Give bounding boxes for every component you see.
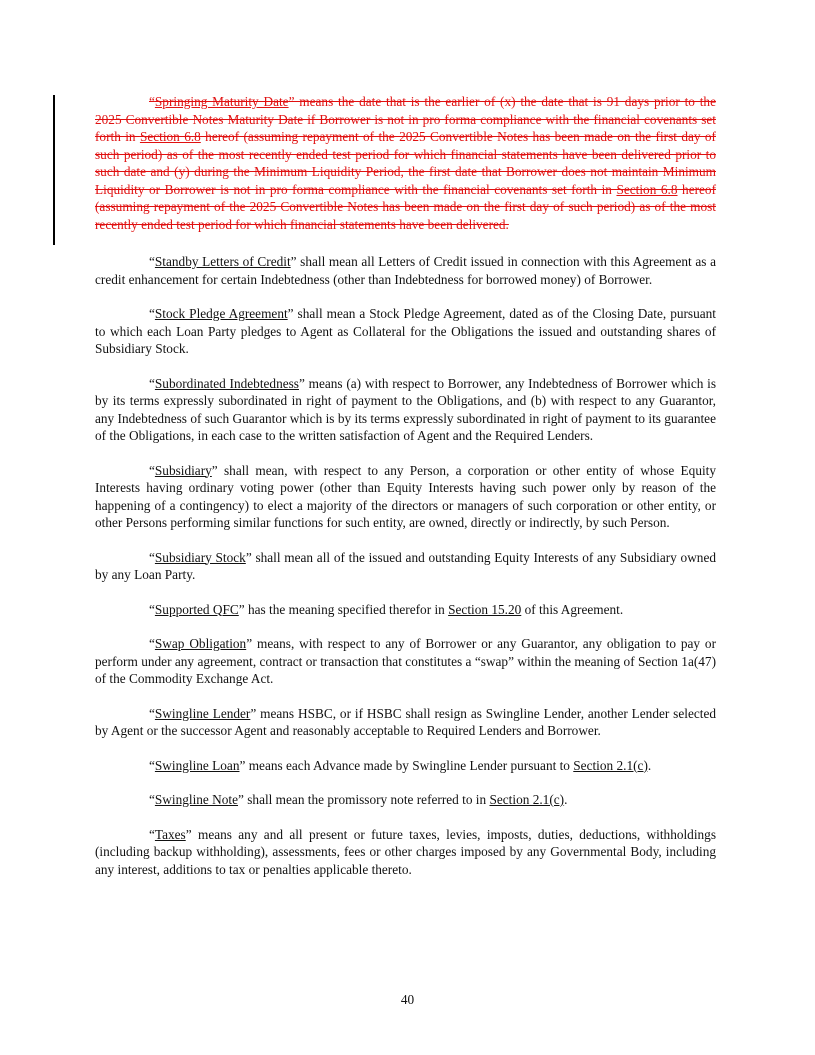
definition-text: means (a) with respect to Borrower, any Indebtedness of Borrower which is by its terms expressly subordinated in right of payment to the Obligations, and (b) with respect to any Guarantor, any Indebtedness of such Guarantor which is by its terms expressly subordinated in right of payment to its guarantee of the Obligations, in each case to the written satisfaction of Agent and the Required Lenders. bbox=[95, 375, 716, 443]
term-close-quote: ” bbox=[238, 601, 245, 617]
definition-paragraph bbox=[95, 757, 716, 775]
definition-text: shall mean all of the issued and outstanding Equity Interests of any Subsidiary owned by any Loan Party. bbox=[95, 549, 716, 582]
definition-text: means HSBC, or if HSBC shall resign as Swingline Lender, another Lender selected by Agent or the successor Agent and reasonably acceptable to Required Lenders and Borrower. bbox=[95, 705, 716, 738]
section-reference: Section 2.1(c) bbox=[573, 757, 648, 773]
defined-term: Stock Pledge Agreement bbox=[154, 306, 288, 321]
definition-paragraph bbox=[95, 791, 716, 809]
term-open-quote: “ bbox=[149, 705, 155, 721]
section-reference: Section 6.8 bbox=[139, 129, 201, 144]
definition-paragraph bbox=[95, 826, 716, 879]
definition-paragraph bbox=[95, 375, 716, 445]
defined-term: Subordinated Indebtedness bbox=[154, 375, 299, 391]
term-close-quote: ” bbox=[245, 549, 252, 565]
section-reference: Section 6.8 bbox=[616, 181, 678, 197]
term-open-quote: “ bbox=[149, 306, 155, 321]
definition-text: . bbox=[647, 757, 652, 773]
term-close-quote: ” bbox=[238, 792, 244, 807]
term-close-quote: ” bbox=[287, 306, 294, 321]
defined-term: Swingline Note bbox=[154, 792, 239, 807]
definition-text: . bbox=[564, 792, 568, 807]
definition-paragraph bbox=[95, 305, 716, 358]
definition-text: means each Advance made by Swingline Lender pursuant to bbox=[245, 757, 574, 773]
defined-term: Springing Maturity Date bbox=[154, 94, 289, 109]
definition-paragraph bbox=[95, 462, 716, 532]
definition-text: means any and all present or future taxes, levies, imposts, duties, deductions, withholdings (including backup withholding), assessments, fees or other charges imposed by any Governmental Body, including any interest, additions to tax or penalties applicable thereto. bbox=[95, 826, 716, 877]
definition-text: shall mean a Stock Pledge Agreement, dated as of the Closing Date, pursuant to which each Loan Party pledges to Agent as Collateral for the Obligations the issued and outstanding shares of Subsidiary Stock. bbox=[95, 306, 716, 356]
change-bar bbox=[53, 95, 55, 245]
page-number: 40 bbox=[400, 992, 415, 1007]
term-close-quote: ” bbox=[298, 375, 305, 391]
term-close-quote: ” bbox=[246, 636, 253, 651]
definition-paragraph bbox=[95, 601, 716, 619]
defined-term: Swingline Lender bbox=[154, 705, 251, 721]
definition-text: shall mean all Letters of Credit issued in connection with this Agreement as a credit enhancement for certain Indebtedness (other than Indebtedness for borrowed money) of Borrower. bbox=[95, 254, 716, 287]
defined-term: Taxes bbox=[154, 826, 186, 842]
definition-text: has the meaning specified therefor in bbox=[244, 601, 449, 617]
defined-term: Swap Obligation bbox=[154, 636, 247, 651]
defined-term: Subsidiary bbox=[154, 462, 212, 478]
section-reference: Section 2.1(c) bbox=[489, 792, 565, 807]
definition-text: means, with respect to any of Borrower or any Guarantor, any obligation to pay or perform under any agreement, contract or transaction that constitutes a “swap” within the meaning of Section 1a(47) of the Commodity Exchange Act. bbox=[95, 636, 716, 686]
term-close-quote: ” bbox=[290, 254, 297, 269]
definition-text: shall mean the promissory note referred to in bbox=[243, 792, 490, 807]
definition-text: of this Agreement. bbox=[521, 601, 624, 617]
page-body bbox=[95, 93, 716, 895]
term-open-quote: “ bbox=[149, 254, 155, 269]
definition-paragraph bbox=[95, 253, 716, 288]
definition-text: means the date that is the earlier of (x) the date that is 91 days prior to the 2025 Convertible Notes Maturity Date if Borrower is not in pro forma compliance with the financial covenants set forth in bbox=[95, 94, 716, 144]
defined-term: Supported QFC bbox=[154, 601, 239, 617]
term-open-quote: “ bbox=[149, 549, 155, 565]
definition-text: hereof (assuming repayment of the 2025 Convertible Notes has been made on the first day of such period) as of the most recently ended test period for which financial statements have been delivered prior to such date and (y) during the Minimum Liquidity Period, the first date that Borrower does not maintain Minimum Liquidity or Borrower is not in pro forma compliance with the financial covenants set forth in bbox=[95, 129, 716, 197]
term-open-quote: “ bbox=[149, 462, 155, 478]
definition-paragraph bbox=[95, 635, 716, 688]
term-close-quote: ” bbox=[288, 94, 295, 109]
defined-term: Standby Letters of Credit bbox=[154, 254, 291, 269]
term-close-quote: ” bbox=[239, 757, 246, 773]
deleted-definition-springing-maturity-date bbox=[95, 93, 716, 233]
term-close-quote: ” bbox=[250, 705, 257, 721]
term-close-quote: ” bbox=[185, 826, 192, 842]
term-open-quote: “ bbox=[149, 94, 155, 109]
term-open-quote: “ bbox=[149, 601, 155, 617]
term-open-quote: “ bbox=[149, 757, 155, 773]
term-open-quote: “ bbox=[149, 375, 155, 391]
term-open-quote: “ bbox=[149, 826, 155, 842]
section-reference: Section 15.20 bbox=[448, 601, 522, 617]
definition-paragraph bbox=[95, 705, 716, 740]
defined-term: Swingline Loan bbox=[154, 757, 240, 773]
definition-text: hereof (assuming repayment of the 2025 Convertible Notes has been made on the first day of such period) as of the most recently ended test period for which financial statements have been delivered. bbox=[95, 181, 717, 232]
definition-paragraph bbox=[95, 549, 716, 584]
term-open-quote: “ bbox=[149, 636, 155, 651]
defined-term: Subsidiary Stock bbox=[154, 549, 246, 565]
term-close-quote: ” bbox=[211, 462, 218, 478]
term-open-quote: “ bbox=[149, 792, 155, 807]
definition-text: shall mean, with respect to any Person, a corporation or other entity of whose Equity Interests having ordinary voting power (other than Equity Interests having such power only by reason of the happening of a contingency) to elect a majority of the directors or managers of such corporation or other entity, or other Persons performing similar functions for such entity, are owned, directly or indirectly, by such Person. bbox=[95, 462, 716, 530]
